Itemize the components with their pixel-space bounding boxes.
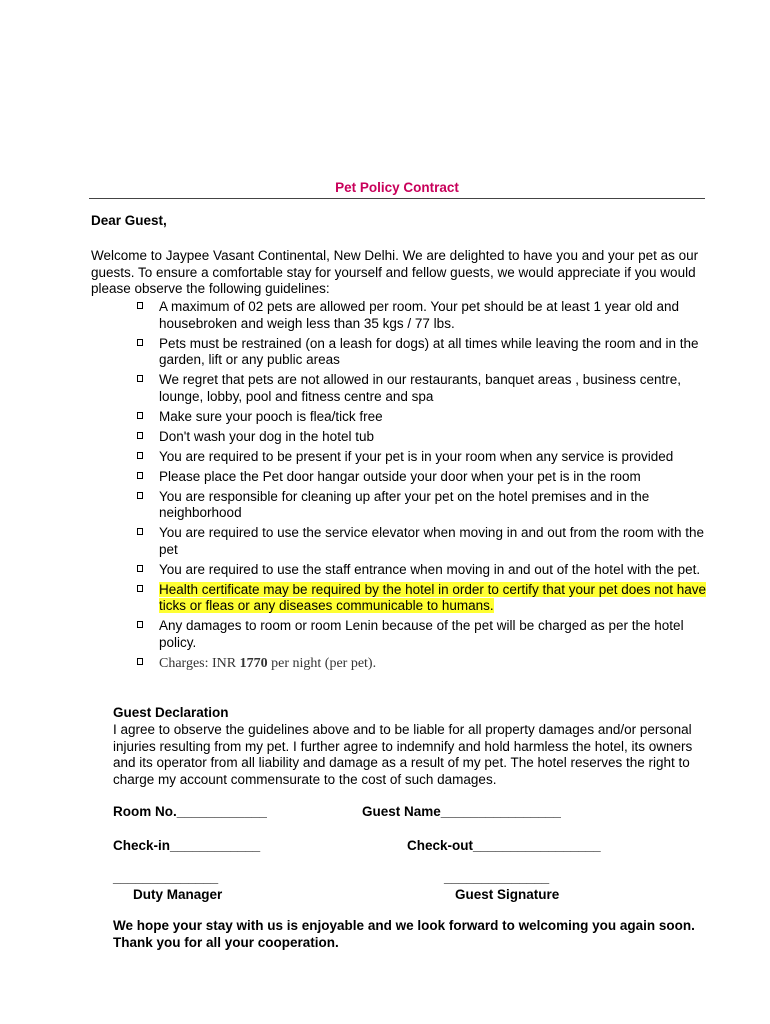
guidelines-list: [130, 299, 708, 676]
list-item: Pets must be restrained (on a leash for dogs) at all times while leaving the room and in the garden, lift or any public areas: [130, 336, 708, 369]
list-item: Please place the Pet door hangar outside your door when your pet is in the room: [130, 469, 708, 486]
checkbox-bullet-icon: [137, 375, 143, 382]
checkbox-bullet-icon: [137, 492, 143, 499]
list-item: Don't wash your dog in the hotel tub: [130, 429, 708, 446]
list-item-highlighted: Health certificate may be required by the hotel in order to certify that your pet does not have ticks or fleas or any diseases communicable to humans.: [130, 582, 708, 615]
checkbox-bullet-icon: [137, 339, 143, 346]
list-item: You are responsible for cleaning up after your pet on the hotel premises and in the neighborhood: [130, 489, 708, 522]
list-item: Make sure your pooch is flea/tick free: [130, 409, 708, 426]
list-item: We regret that pets are not allowed in our restaurants, banquet areas , business centre, lounge, lobby, pool and fitness centre and spa: [130, 372, 708, 405]
salutation: Dear Guest,: [91, 213, 167, 228]
list-item: Any damages to room or room Lenin because of the pet will be charged as per the hotel policy.: [130, 618, 708, 651]
checkbox-bullet-icon: [137, 452, 143, 459]
list-item: A maximum of 02 pets are allowed per room. Your pet should be at least 1 year old and housebroken and weigh less than 35 kgs / 77 lbs.: [130, 299, 708, 332]
checkbox-bullet-icon: [137, 585, 143, 592]
checkbox-bullet-icon: [137, 658, 143, 665]
room-no-field: Room No.____________: [113, 804, 267, 819]
checkbox-bullet-icon: [137, 302, 143, 309]
declaration-paragraph: I agree to observe the guidelines above and to be liable for all property damages and/or personal injuries resulting from my pet. I further agree to indemnify and hold harmless the hotel, its owners and its operator from all liability and damage as a result of my pet. The hotel reserves the right to charge my account commensurate to the cost of such damages.: [113, 722, 693, 787]
document-title: Pet Policy Contract: [335, 180, 459, 195]
checkbox-bullet-icon: [137, 412, 143, 419]
charges-suffix: per night (per pet).: [267, 655, 377, 671]
guest-signature-label: Guest Signature: [455, 887, 560, 902]
check-out-field: Check-out_________________: [407, 838, 601, 853]
list-item: You are required to be present if your pet is in your room when any service is provided: [130, 449, 708, 466]
list-item-charges: [130, 655, 708, 673]
closing-paragraph: We hope your stay with us is enjoyable and we look forward to welcoming you again soon. Thank you for all your cooperation.: [113, 918, 695, 950]
checkbox-bullet-icon: [137, 565, 143, 572]
charges-prefix: Charges: INR: [159, 655, 240, 671]
guest-name-field: Guest Name________________: [362, 804, 561, 819]
duty-manager-label: Duty Manager: [133, 887, 223, 902]
declaration-heading: Guest Declaration: [113, 705, 229, 720]
charges-amount: 1770: [239, 655, 268, 671]
guest-signature-line: ______________: [444, 870, 550, 885]
title-rule: [89, 180, 705, 199]
list-item: You are required to use the staff entrance when moving in and out of the hotel with the pet.: [130, 562, 708, 579]
checkbox-bullet-icon: [137, 432, 143, 439]
intro-paragraph: Welcome to Jaypee Vasant Continental, New Delhi. We are delighted to have you and your pet as our guests. To ensure a comfortable stay for yourself and fellow guests, we would appreciate if you would please observe the following guidelines:: [91, 248, 699, 296]
checkbox-bullet-icon: [137, 621, 143, 628]
list-item: You are required to use the service elevator when moving in and out from the room with the pet: [130, 525, 708, 558]
duty-manager-signature-line: ______________: [113, 870, 219, 885]
checkbox-bullet-icon: [137, 472, 143, 479]
check-in-field: Check-in____________: [113, 838, 261, 853]
checkbox-bullet-icon: [137, 528, 143, 535]
